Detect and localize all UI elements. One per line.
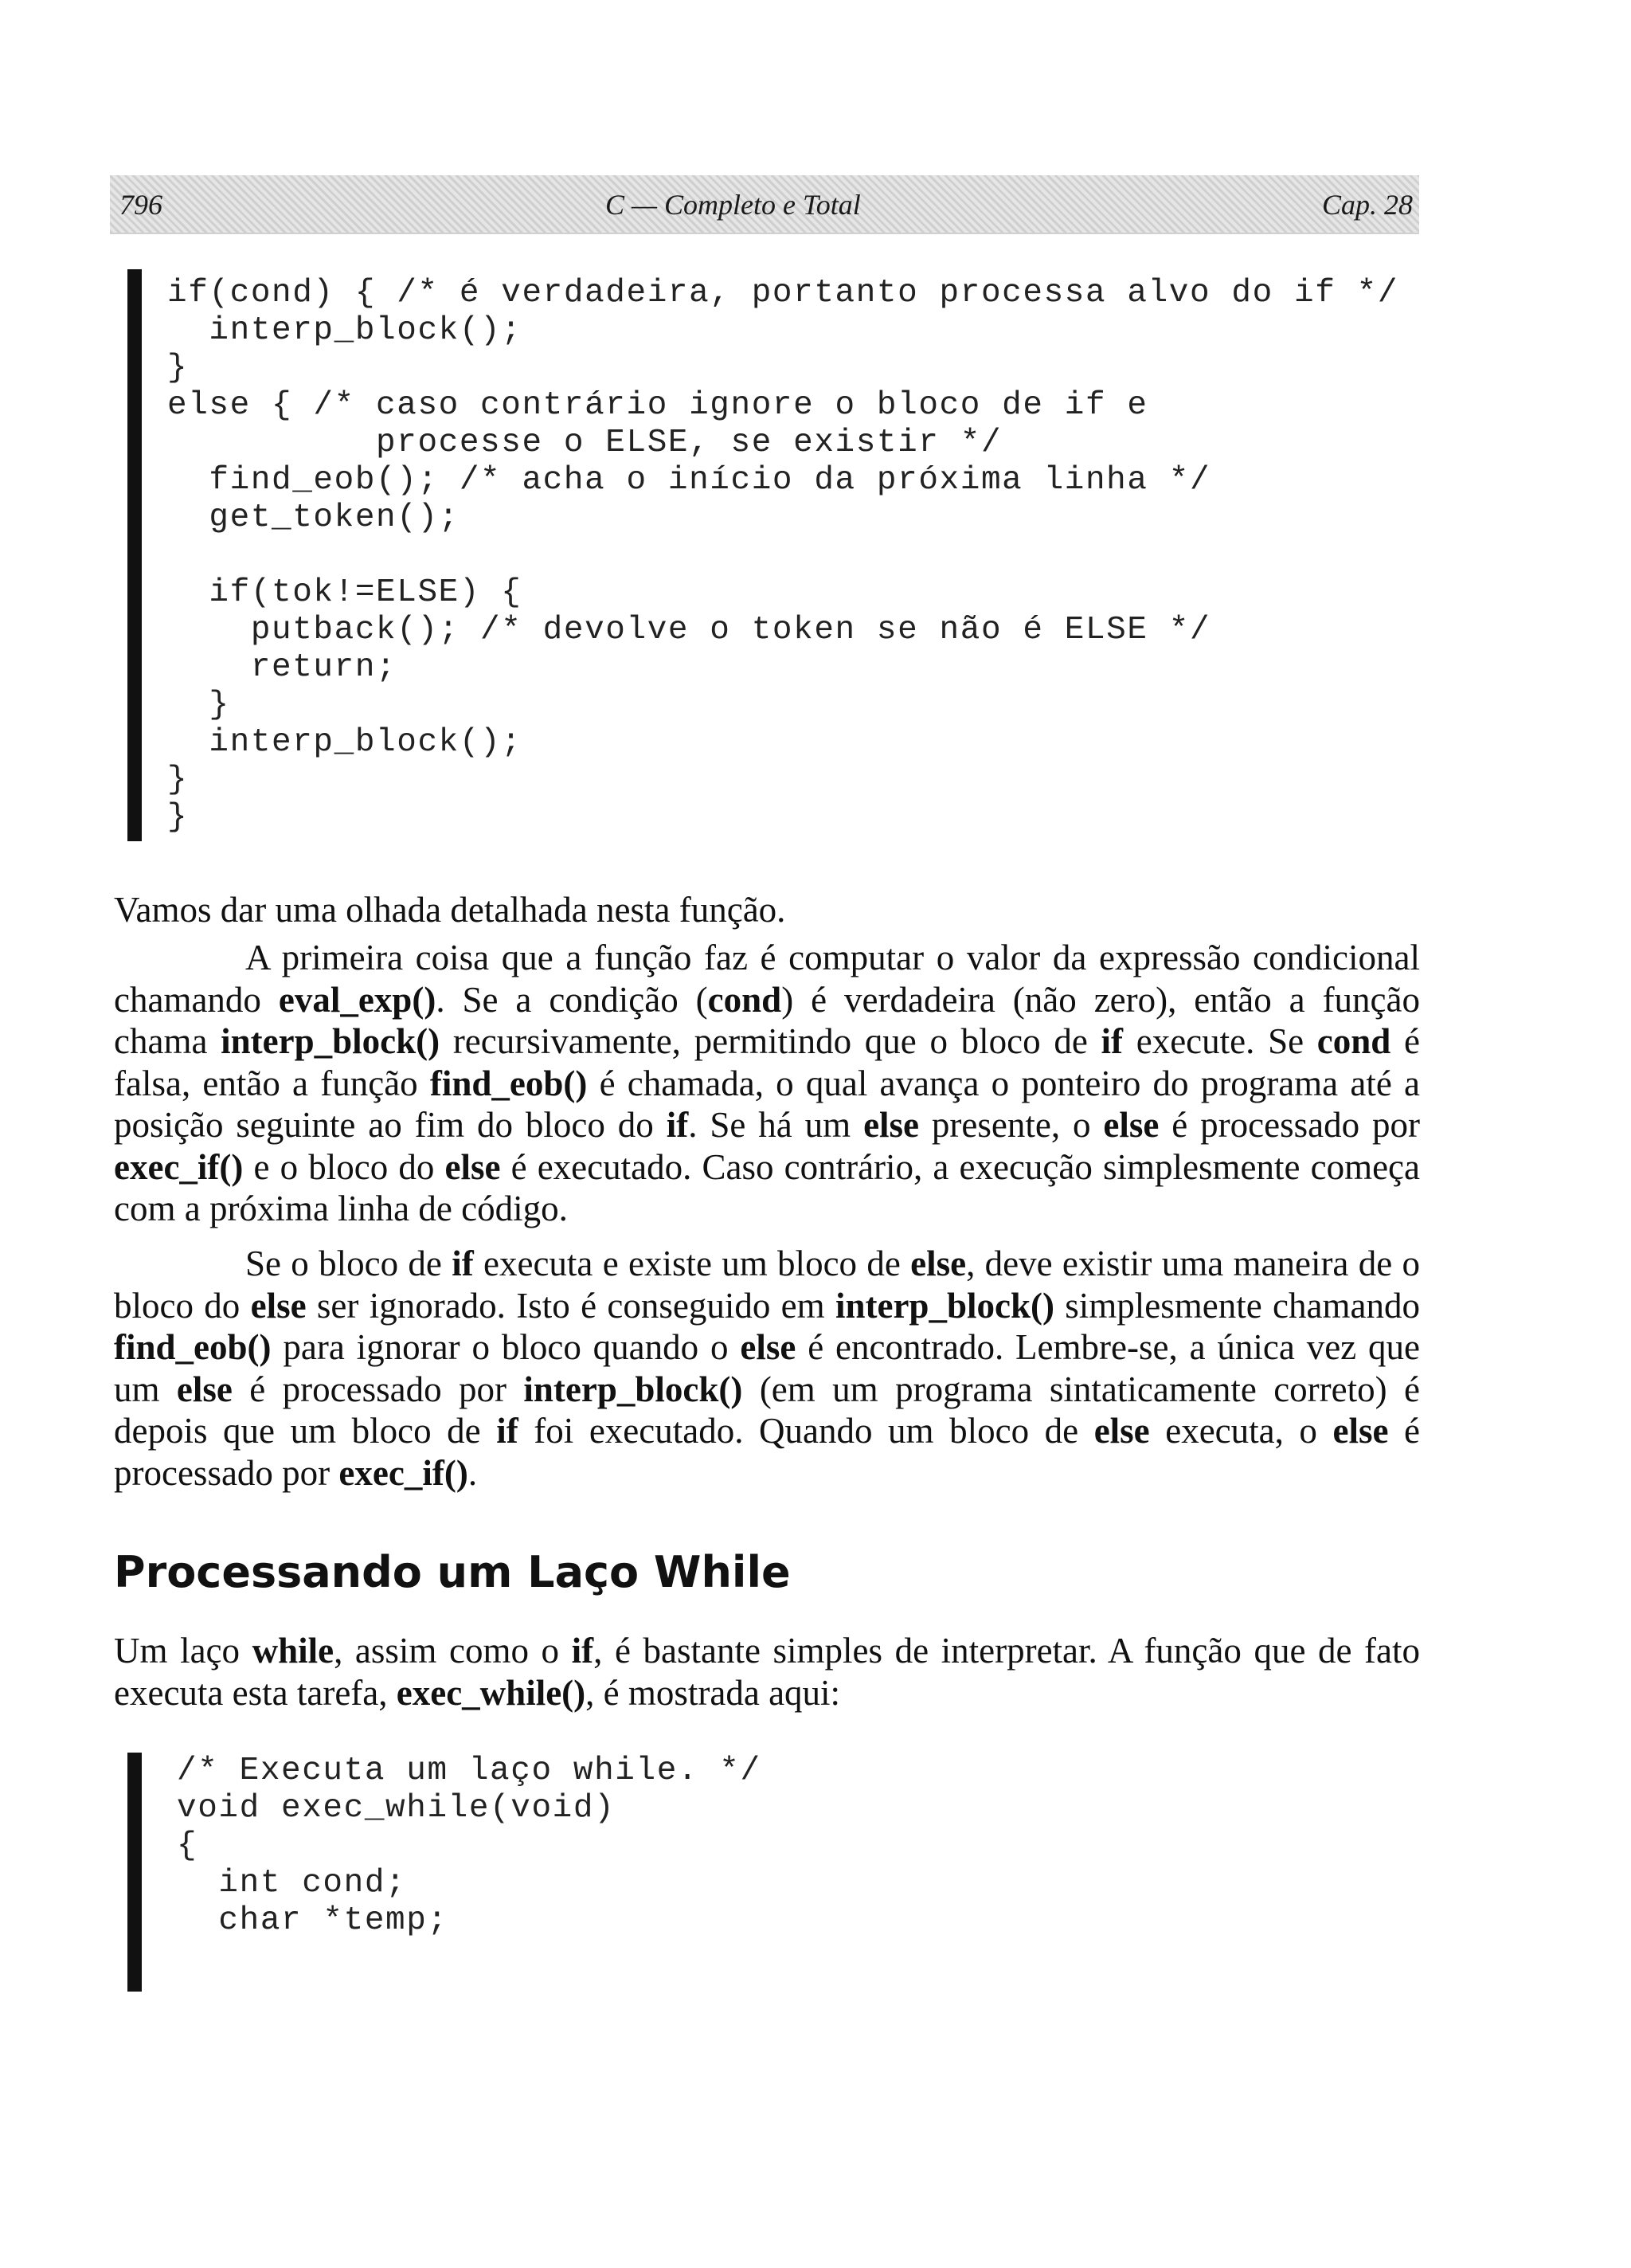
- code-margin-bar: [127, 1753, 142, 1992]
- code-block-exec-if-tail: if(cond) { /* é verdadeira, portanto processa alvo do if */ interp_block(); } else { /* caso contrário ignore o bloco de if e processe o ELSE, se existir */ find_eob(); /* acha o início da próxima linha */ get_token(); if(tok!=ELSE) { putback(); /* devolve o token se não é ELSE */ return; } interp_block(); } }: [167, 275, 1399, 836]
- page-number: 796: [119, 189, 162, 221]
- section-heading: Processando um Laço While: [114, 1547, 791, 1597]
- paragraph-if-explanation: A primeira coisa que a função faz é computar o valor da expressão condicional chamando eval_exp(). Se a condição (cond) é verdadeira (não zero), então a função chama interp_block() recursivamente, permitindo que o bloco de if execute. Se cond é falsa, então a função find_eob() é chamada, o qual avança o ponteiro do programa até a posição seguinte ao fim do bloco do if. Se há um else presente, o else é processado por exec_if() e o bloco do else é executado. Caso contrário, a execução simplesmente começa com a próxima linha de código.: [114, 938, 1421, 1228]
- code-block-exec-while: /* Executa um laço while. */ void exec_while(void) { int cond; char *temp;: [177, 1753, 761, 1939]
- chapter-label: Cap. 28: [1322, 189, 1414, 221]
- paragraph-intro: Vamos dar uma olhada detalhada nesta função.: [114, 890, 786, 930]
- paragraph-else-explanation: Se o bloco de if executa e existe um bloco de else, deve existir uma maneira de o bloco do else ser ignorado. Isto é conseguido em interp_block() simplesmente chamando find_eob() para ignorar o bloco quando o else é encontrado. Lembre-se, a única vez que um else é processado por interp_block() (em um programa sintaticamente correto) é depois que um bloco de if foi executado. Quando um bloco de else executa, o else é processado por exec_if().: [114, 1244, 1420, 1493]
- code-margin-bar: [127, 269, 142, 841]
- running-header-title: C — Completo e Total: [605, 189, 861, 221]
- paragraph-while-intro: Um laço while, assim como o if, é bastante simples de interpretar. A função que de fato executa esta tarefa, exec_while(), é mostrada aqui:: [114, 1631, 1420, 1713]
